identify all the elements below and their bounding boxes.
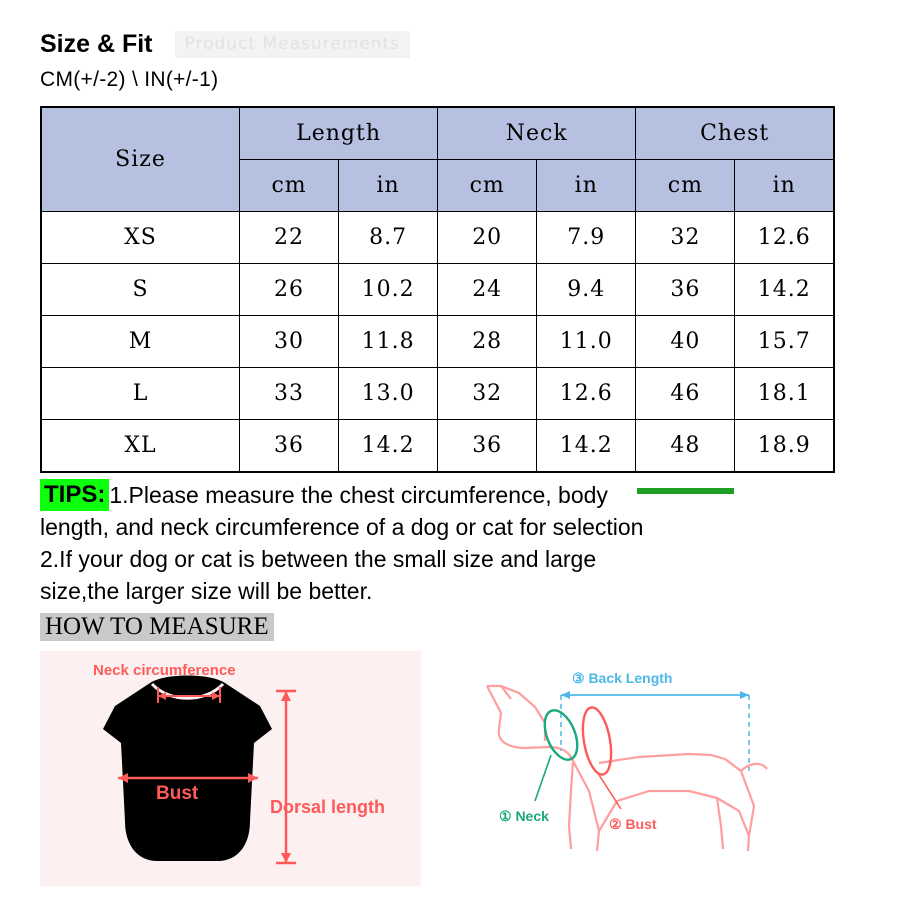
- table-row: [41, 368, 834, 420]
- unit-header-chest-cm: cm: [636, 160, 735, 212]
- cell-length-cm: 36: [240, 420, 339, 473]
- cell-chest-cm: 46: [636, 368, 735, 420]
- cell-length-in: 10.2: [339, 264, 438, 316]
- cell-length-in: 8.7: [339, 212, 438, 264]
- cell-chest-cm: 40: [636, 316, 735, 368]
- cell-length-in: 13.0: [339, 368, 438, 420]
- tips-block: [40, 479, 860, 641]
- cell-chest-cm: 36: [636, 264, 735, 316]
- cell-length-cm: 30: [240, 316, 339, 368]
- cell-length-cm: 22: [240, 212, 339, 264]
- tolerance-note: CM(+/-2) \ IN(+/-1): [40, 68, 219, 91]
- tips-line-1: 1.Please measure the chest circumference, body: [109, 482, 608, 508]
- neck-label: ① Neck: [499, 808, 550, 824]
- bust-arrow-right-icon: [248, 773, 258, 783]
- back-length-label: ③ Back Length: [572, 670, 673, 686]
- cell-neck-cm: 32: [438, 368, 537, 420]
- column-header-length: Length: [240, 107, 438, 160]
- cell-chest-cm: 48: [636, 420, 735, 473]
- dorsal-arrow-bottom-icon: [281, 853, 291, 863]
- dog-tail-outline: [741, 764, 767, 771]
- table-header-row-groups: [41, 107, 834, 160]
- dog-svg: [449, 651, 860, 886]
- back-length-arrow-left-icon: [561, 691, 570, 699]
- cell-neck-in: 14.2: [537, 420, 636, 473]
- tips-line-2: length, and neck circumference of a dog or cat for selection: [40, 514, 644, 540]
- cell-chest-in: 15.7: [735, 316, 834, 368]
- garment-shape: [103, 676, 272, 862]
- cell-chest-in: 12.6: [735, 212, 834, 264]
- cell-neck-cm: 24: [438, 264, 537, 316]
- cell-size: S: [41, 264, 240, 316]
- bust-leader-line: [599, 775, 621, 809]
- tips-line-4: size,the larger size will be better.: [40, 578, 373, 604]
- unit-header-length-cm: cm: [240, 160, 339, 212]
- cell-size: XL: [41, 420, 240, 473]
- header: [40, 30, 860, 59]
- bust-label: ② Bust: [609, 816, 657, 832]
- garment-svg: [40, 651, 421, 886]
- cell-size: L: [41, 368, 240, 420]
- garment-diagram: [40, 651, 421, 886]
- cell-neck-cm: 28: [438, 316, 537, 368]
- cell-length-in: 11.8: [339, 316, 438, 368]
- neck-leader-line: [535, 755, 551, 801]
- cell-size: M: [41, 316, 240, 368]
- column-header-neck: Neck: [438, 107, 636, 160]
- bust-circumference-ellipse: [579, 705, 616, 776]
- cell-chest-in: 18.9: [735, 420, 834, 473]
- unit-header-neck-in: in: [537, 160, 636, 212]
- cell-chest-cm: 32: [636, 212, 735, 264]
- cell-neck-cm: 36: [438, 420, 537, 473]
- tips-line-3: 2.If your dog or cat is between the small size and large: [40, 546, 597, 572]
- dorsal-arrow-top-icon: [281, 691, 291, 701]
- cell-length-cm: 33: [240, 368, 339, 420]
- unit-header-neck-cm: cm: [438, 160, 537, 212]
- cell-chest-in: 18.1: [735, 368, 834, 420]
- cell-neck-in: 9.4: [537, 264, 636, 316]
- table-row: [41, 264, 834, 316]
- tips-label: TIPS:: [40, 479, 109, 511]
- page-title: Size & Fit: [40, 30, 153, 58]
- dorsal-length-label: Dorsal length: [270, 797, 386, 817]
- back-length-arrow-right-icon: [740, 691, 749, 699]
- column-header-size: Size: [41, 107, 240, 212]
- cell-length-in: 14.2: [339, 420, 438, 473]
- cell-neck-in: 7.9: [537, 212, 636, 264]
- dog-diagram: [449, 651, 860, 886]
- unit-header-length-in: in: [339, 160, 438, 212]
- cell-size: XS: [41, 212, 240, 264]
- product-measurements-badge: Product Measurements: [175, 31, 411, 58]
- unit-header-chest-in: in: [735, 160, 834, 212]
- measurement-figures: [40, 651, 860, 886]
- table-row: [41, 212, 834, 264]
- cell-neck-in: 12.6: [537, 368, 636, 420]
- bust-label: Bust: [156, 783, 199, 804]
- size-table: [40, 106, 835, 473]
- cell-neck-cm: 20: [438, 212, 537, 264]
- neck-circumference-label: Neck circumference: [93, 662, 236, 679]
- cell-chest-in: 14.2: [735, 264, 834, 316]
- cell-length-cm: 26: [240, 264, 339, 316]
- how-to-measure-heading: HOW TO MEASURE: [40, 613, 274, 641]
- table-row: [41, 316, 834, 368]
- cell-neck-in: 11.0: [537, 316, 636, 368]
- column-header-chest: Chest: [636, 107, 834, 160]
- table-row: [41, 420, 834, 473]
